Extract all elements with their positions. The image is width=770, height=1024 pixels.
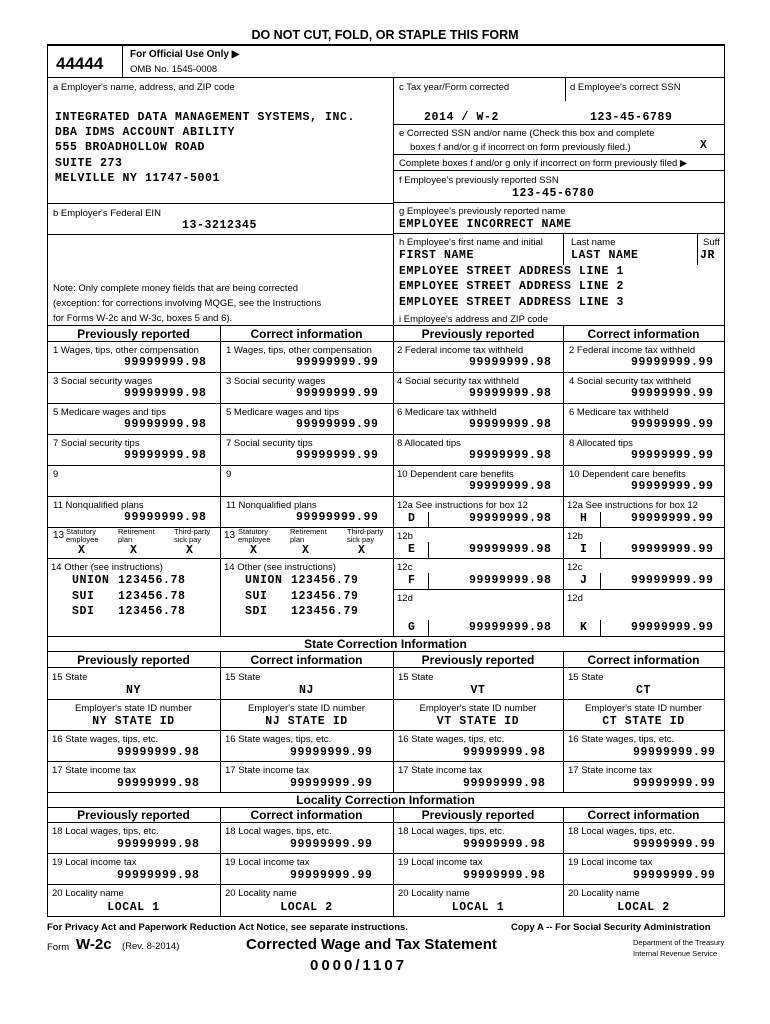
box12a-code-corr: H — [580, 512, 588, 525]
box-row-line-left-4 — [47, 496, 393, 497]
form-word: Form — [47, 942, 70, 953]
locality-head-0: Previously reported — [77, 808, 190, 822]
state-col-div-3 — [563, 651, 564, 792]
state-id-label-1: Employer's state ID number — [248, 703, 365, 714]
box12a-inner-prev — [428, 512, 429, 527]
box-row-line-right-2 — [393, 434, 724, 435]
cd-divider — [565, 77, 566, 101]
box-label-prev-r-4: 10 Dependent care benefits — [397, 469, 514, 480]
box14-label-prev: 14 Other (see instructions) — [51, 562, 163, 573]
box12c-code-prev: F — [408, 574, 416, 587]
box14-prev-amt-1: 123456.78 — [118, 574, 186, 587]
locality-name-value-0: LOCAL 1 — [107, 901, 160, 914]
locality-col-div-2 — [393, 807, 394, 916]
state-tax-label-3: 17 State income tax — [568, 765, 652, 776]
box-label-prev-0: 1 Wages, tips, other compensation — [53, 345, 199, 356]
state-tax-value-2: 99999999.98 — [463, 777, 546, 790]
locality-name-label-1: 20 Locality name — [225, 888, 297, 899]
state-value-2: VT — [470, 684, 486, 697]
state-col-div-1 — [220, 651, 221, 792]
state-wages-label-2: 16 State wages, tips, etc. — [398, 734, 505, 745]
box13-thirdparty-prev: Third-party sick pay — [174, 527, 211, 544]
box-value-corr-2: 99999999.99 — [296, 418, 379, 431]
state-label-2: 15 State — [398, 672, 434, 683]
employee-address-1: EMPLOYEE STREET ADDRESS LINE 1 — [399, 265, 625, 278]
header-bottom-line — [47, 77, 724, 78]
employer-label: a Employer's name, address, and ZIP code — [53, 82, 235, 93]
state-wages-label-3: 16 State wages, tips, etc. — [568, 734, 675, 745]
state-tax-label-0: 17 State income tax — [52, 765, 136, 776]
box12d-label-corr: 12d — [567, 593, 583, 604]
local-wages-value-3: 99999999.99 — [633, 838, 716, 851]
form-right-border — [724, 44, 725, 917]
box14-corr-code-3: SDI — [245, 605, 268, 618]
prev-name-value: EMPLOYEE INCORRECT NAME — [399, 218, 572, 231]
box-label-corr-2: 5 Medicare wages and tips — [226, 407, 340, 418]
box13-retirement-mark-prev[interactable]: X — [130, 544, 138, 557]
box-value-corr-r-3: 99999999.99 — [631, 449, 714, 462]
ein-value: 13-3212345 — [182, 219, 258, 232]
box14-prev-code-3: SDI — [72, 605, 95, 618]
top-title: DO NOT CUT, FOLD, OR STAPLE THIS FORM — [251, 28, 519, 42]
box12d-inner-prev — [428, 620, 429, 636]
employee-address-2: EMPLOYEE STREET ADDRESS LINE 2 — [399, 280, 625, 293]
locality-row-line-2 — [47, 884, 724, 885]
head-prev-2: Previously reported — [421, 327, 535, 341]
ein-bottom-line — [47, 234, 393, 235]
box12a-amt-corr: 99999999.99 — [631, 512, 714, 525]
state-value-0: NY — [125, 684, 141, 697]
box-row-line-left-2 — [47, 434, 393, 435]
state-id-value-3: CT STATE ID — [602, 715, 685, 728]
employer-line-5: MELVILLE NY 11747-5001 — [55, 172, 221, 185]
locality-row-line-0 — [47, 822, 724, 823]
local-tax-value-1: 99999999.99 — [290, 869, 373, 882]
box-row-line-right-0 — [393, 372, 724, 373]
box14-corr-amt-2: 123456.79 — [291, 590, 359, 603]
complete-note: Complete boxes f and/or g only if incorrect on form previously filed ▶ — [399, 158, 688, 169]
box12c-amt-corr: 99999999.99 — [631, 574, 714, 587]
state-wages-value-1: 99999999.99 — [290, 746, 373, 759]
state-wages-label-0: 16 State wages, tips, etc. — [52, 734, 159, 745]
box13-thirdparty-corr: Third-party sick pay — [347, 527, 384, 544]
box12c-label-prev: 12c — [397, 562, 413, 573]
box-label-corr-4: 9 — [226, 469, 232, 480]
locality-title: Locality Correction Information — [296, 793, 475, 807]
box-value-prev-r-3: 99999999.98 — [469, 449, 552, 462]
dept-irs: Internal Revenue Service — [633, 949, 718, 958]
box-row-line-left-3 — [47, 465, 393, 466]
box12a-label-corr: 12a See instructions for box 12 — [567, 500, 698, 511]
privacy-notice: For Privacy Act and Paperwork Reduction Act Notice, see separate instructions. — [47, 922, 408, 933]
box12c-amt-prev: 99999999.98 — [469, 574, 552, 587]
employer-line-3: 555 BROADHOLLOW ROAD — [55, 141, 206, 154]
state-head-1: Correct information — [250, 653, 363, 667]
tax-year-label: c Tax year/Form corrected — [399, 82, 510, 93]
state-title-bottom — [47, 651, 724, 652]
box-value-prev-r-0: 99999999.98 — [469, 356, 552, 369]
locality-col-div-3 — [563, 807, 564, 916]
box-value-corr-0: 99999999.99 — [296, 356, 379, 369]
box-value-corr-1: 99999999.99 — [296, 387, 379, 400]
local-wages-label-1: 18 Local wages, tips, etc. — [225, 826, 332, 837]
state-title: State Correction Information — [304, 637, 467, 651]
state-label-3: 15 State — [568, 672, 604, 683]
box14-label-corr: 14 Other (see instructions) — [224, 562, 336, 573]
note-line-3: for Forms W-2c and W-3c, boxes 5 and 6). — [53, 313, 233, 324]
state-tax-value-1: 99999999.99 — [290, 777, 373, 790]
box13-bottom — [47, 558, 393, 559]
box-label-prev-3: 7 Social security tips — [53, 438, 140, 449]
local-wages-value-2: 99999999.98 — [463, 838, 546, 851]
form-title: Corrected Wage and Tax Statement — [246, 936, 497, 953]
e-checkbox-mark[interactable]: X — [700, 139, 708, 152]
state-id-value-2: VT STATE ID — [436, 715, 520, 728]
locality-name-label-0: 20 Locality name — [52, 888, 124, 899]
locality-row-line-1 — [47, 853, 724, 854]
box-label-corr-r-4: 10 Dependent care benefits — [569, 469, 686, 480]
employer-line-1: INTEGRATED DATA MANAGEMENT SYSTEMS, INC. — [55, 111, 356, 124]
box-value-corr-r-4: 99999999.99 — [631, 480, 714, 493]
state-tax-label-2: 17 State income tax — [398, 765, 482, 776]
state-label-0: 15 State — [52, 672, 88, 683]
form-top-border — [47, 44, 725, 46]
employer-line-4: SUITE 273 — [55, 157, 123, 170]
locality-name-value-2: LOCAL 1 — [451, 901, 505, 914]
box-row-line-left-1 — [47, 403, 393, 404]
box12d-amt-prev: 99999999.98 — [469, 621, 552, 634]
box-row-line-right-4 — [393, 496, 724, 497]
box12a-code-prev: D — [408, 512, 416, 525]
correct-ssn-value: 123-45-6789 — [590, 111, 673, 124]
tax-year-value: 2014 / W-2 — [424, 111, 500, 124]
state-id-label-0: Employer's state ID number — [75, 703, 192, 714]
box-label-prev-4: 9 — [53, 469, 59, 480]
box13-thirdparty-mark-prev[interactable]: X — [186, 544, 194, 557]
local-tax-label-3: 19 Local income tax — [568, 857, 653, 868]
box12c-inner-corr — [600, 573, 601, 589]
box-label-corr-r-2: 6 Medicare tax withheld — [569, 407, 669, 418]
state-tax-value-3: 99999999.99 — [633, 777, 716, 790]
box-value-prev-0: 99999999.98 — [124, 356, 207, 369]
head-prev-1: Previously reported — [77, 327, 190, 341]
box12d-label-prev: 12d — [397, 593, 413, 604]
g-bottom-line — [393, 233, 724, 234]
correct-ssn-label: d Employee's correct SSN — [570, 82, 681, 93]
box14-prev-amt-3: 123456.78 — [118, 605, 186, 618]
locality-head-1: Correct information — [250, 808, 363, 822]
ein-label: b Employer's Federal EIN — [53, 208, 161, 219]
local-wages-value-0: 99999999.98 — [117, 838, 200, 851]
box14-corr-code-2: SUI — [245, 590, 268, 603]
box14-corr-amt-3: 123456.79 — [291, 605, 359, 618]
locality-col-div-1 — [220, 807, 221, 916]
prev-name-label: g Employee's previously reported name — [399, 206, 566, 217]
box-value-corr-5: 99999999.99 — [296, 511, 379, 524]
state-head-0: Previously reported — [77, 653, 190, 667]
box12b-inner-corr — [600, 542, 601, 558]
form-revision: (Rev. 8-2014) — [122, 941, 180, 952]
box14-corr-code-1: UNION — [245, 574, 283, 587]
box12a-label-prev: 12a See instructions for box 12 — [397, 500, 528, 511]
state-value-1: NJ — [298, 684, 314, 697]
official-use-label: For Official Use Only ▶ — [130, 49, 240, 60]
state-head-2: Previously reported — [421, 653, 535, 667]
local-tax-value-2: 99999999.98 — [463, 869, 546, 882]
state-head-3: Correct information — [587, 653, 700, 667]
box12a-bottom — [393, 527, 724, 528]
box14-corr-amt-1: 123456.79 — [291, 574, 359, 587]
box12c-label-corr: 12c — [567, 562, 583, 573]
box12b-amt-corr: 99999999.99 — [631, 543, 714, 556]
state-id-value-0: NY STATE ID — [92, 715, 175, 728]
box-value-prev-r-1: 99999999.98 — [469, 387, 552, 400]
note-line-1: Note: Only complete money fields that are being corrected — [53, 283, 299, 294]
box12b-code-corr: I — [580, 543, 588, 556]
money-head-bottom — [47, 341, 724, 342]
box14-prev-amt-2: 123456.78 — [118, 590, 186, 603]
state-col-div-2 — [393, 651, 394, 792]
box-row-line-left-0 — [47, 372, 393, 373]
box-label-prev-1: 3 Social security wages — [53, 376, 153, 387]
form-bottom-line — [47, 916, 725, 917]
employer-bottom-line — [47, 203, 393, 204]
state-label-1: 15 State — [225, 672, 261, 683]
box-label-corr-r-1: 4 Social security tax withheld — [569, 376, 691, 387]
local-tax-value-0: 99999999.98 — [117, 869, 200, 882]
box-label-corr-r-0: 2 Federal income tax withheld — [569, 345, 696, 356]
box-value-prev-3: 99999999.98 — [124, 449, 207, 462]
form-code-divider — [122, 44, 123, 77]
box-value-prev-r-2: 99999999.98 — [469, 418, 552, 431]
head-corr-2: Correct information — [587, 327, 700, 341]
box12a-amt-prev: 99999999.98 — [469, 512, 552, 525]
box-value-prev-5: 99999999.98 — [124, 511, 207, 524]
money-top-line — [47, 325, 724, 326]
box-value-prev-1: 99999999.98 — [124, 387, 207, 400]
state-tax-value-0: 99999999.98 — [117, 777, 200, 790]
state-wages-label-1: 16 State wages, tips, etc. — [225, 734, 332, 745]
box13-statutory-mark-corr[interactable]: X — [250, 544, 258, 557]
box-value-corr-r-1: 99999999.99 — [631, 387, 714, 400]
state-id-label-3: Employer's state ID number — [585, 703, 702, 714]
box13-statutory-mark-prev[interactable]: X — [78, 544, 86, 557]
box-label-prev-r-2: 6 Medicare tax withheld — [397, 407, 497, 418]
state-wages-value-3: 99999999.99 — [633, 746, 716, 759]
box-label-corr-r-3: 8 Allocated tips — [569, 438, 633, 449]
f-bottom-line — [393, 202, 724, 203]
form-name: W-2c — [76, 936, 112, 953]
state-id-value-1: NJ STATE ID — [265, 715, 348, 728]
form-left-border — [47, 44, 48, 917]
local-wages-label-0: 18 Local wages, tips, etc. — [52, 826, 159, 837]
box-label-prev-2: 5 Medicare wages and tips — [53, 407, 167, 418]
state-id-label-2: Employer's state ID number — [419, 703, 537, 714]
box12d-amt-corr: 99999999.99 — [631, 621, 714, 634]
prev-ssn-label: f Employee's previously reported SSN — [399, 175, 559, 186]
locality-name-value-1: LOCAL 2 — [280, 901, 333, 914]
local-wages-value-1: 99999999.99 — [290, 838, 373, 851]
box12b-inner-prev — [428, 542, 429, 558]
box-row-line-right-3 — [393, 465, 724, 466]
box13-statutory-prev: Statutory employee — [66, 527, 99, 544]
h-divider-1 — [563, 233, 564, 265]
box14-prev-code-1: UNION — [72, 574, 110, 587]
prev-ssn-value: 123-45-6780 — [512, 187, 595, 200]
note-line-2: (exception: for corrections involving MQGE, see the Instructions — [53, 298, 322, 309]
dept-treasury: Department of the Treasury — [633, 938, 725, 947]
state-row-line-0 — [47, 667, 724, 668]
box12b-code-prev: E — [408, 543, 416, 556]
h-divider-2 — [697, 233, 698, 265]
box14-prev-code-2: SUI — [72, 590, 95, 603]
local-wages-label-2: 18 Local wages, tips, etc. — [398, 826, 505, 837]
state-row-line-2 — [47, 730, 724, 731]
e-label-2: boxes f and/or g if incorrect on form previously filed.) — [410, 142, 631, 153]
box-label-prev-r-3: 8 Allocated tips — [397, 438, 461, 449]
state-value-3: CT — [635, 684, 651, 697]
box13-retirement-prev: Retirement plan — [118, 527, 155, 544]
first-name-label: h Employee's first name and initial — [399, 237, 543, 248]
employee-address-3: EMPLOYEE STREET ADDRESS LINE 3 — [399, 296, 625, 309]
box12c-inner-prev — [428, 573, 429, 589]
suffix-label: Suff — [703, 237, 720, 248]
box12d-code-prev: G — [408, 621, 416, 634]
box-label-corr-1: 3 Social security wages — [226, 376, 326, 387]
box-value-corr-3: 99999999.99 — [296, 449, 379, 462]
last-name-value: LAST NAME — [571, 249, 639, 262]
omb-number: OMB No. 1545-0008 — [130, 64, 218, 75]
local-tax-label-0: 19 Local income tax — [52, 857, 137, 868]
complete-note-bottom-line — [393, 170, 724, 171]
state-wages-value-2: 99999999.98 — [463, 746, 546, 759]
box-value-prev-r-4: 99999999.98 — [469, 480, 552, 493]
box13-statutory-corr: Statutory employee — [238, 527, 271, 544]
local-tax-value-3: 99999999.99 — [633, 869, 716, 882]
box12c-bottom — [393, 589, 724, 590]
state-tax-label-1: 17 State income tax — [225, 765, 309, 776]
cd-bottom-line — [393, 124, 724, 125]
locality-name-value-3: LOCAL 2 — [617, 901, 670, 914]
box-value-corr-r-2: 99999999.99 — [631, 418, 714, 431]
box-label-prev-5: 11 Nonqualified plans — [53, 500, 144, 511]
box12b-label-corr: 12b — [567, 531, 583, 542]
state-row-line-1 — [47, 699, 724, 700]
locality-head-3: Correct information — [587, 808, 700, 822]
state-wages-value-0: 99999999.98 — [117, 746, 200, 759]
local-tax-label-1: 19 Local income tax — [225, 857, 310, 868]
box13-num-prev: 13 — [53, 530, 65, 541]
local-wages-label-3: 18 Local wages, tips, etc. — [568, 826, 675, 837]
suffix-value: JR — [700, 249, 716, 262]
box-label-corr-0: 1 Wages, tips, other compensation — [226, 345, 372, 356]
box-value-prev-2: 99999999.98 — [124, 418, 207, 431]
box12c-code-corr: J — [580, 574, 588, 587]
box12a-inner-corr — [600, 512, 601, 527]
box13-thirdparty-mark-corr[interactable]: X — [358, 544, 366, 557]
e-label-1: e Corrected SSN and/or name (Check this box and complete — [399, 128, 655, 139]
form-code: 44444 — [56, 54, 104, 73]
box13-retirement-corr: Retirement plan — [290, 527, 327, 544]
box-label-corr-3: 7 Social security tips — [226, 438, 313, 449]
box-label-prev-r-1: 4 Social security tax withheld — [397, 376, 519, 387]
form-code-bottom: 0000/1107 — [310, 957, 408, 974]
last-name-label: Last name — [571, 237, 616, 248]
box12d-inner-corr — [600, 620, 601, 636]
box13-num-corr: 13 — [224, 530, 236, 541]
box12b-bottom — [393, 558, 724, 559]
employee-address-label: i Employee's address and ZIP code — [399, 314, 548, 325]
box-row-line-right-1 — [393, 403, 724, 404]
locality-name-label-2: 20 Locality name — [398, 888, 470, 899]
box-value-corr-r-0: 99999999.99 — [631, 356, 714, 369]
box-label-corr-5: 11 Nonqualified plans — [226, 500, 317, 511]
state-row-line-3 — [47, 761, 724, 762]
employer-line-2: DBA IDMS ACCOUNT ABILITY — [55, 126, 236, 139]
box12b-label-prev: 12b — [397, 531, 413, 542]
box-row-line-left-5 — [47, 527, 393, 528]
local-tax-label-2: 19 Local income tax — [398, 857, 483, 868]
e-bottom-line — [393, 154, 724, 155]
box12d-code-corr: K — [580, 621, 588, 634]
locality-name-label-3: 20 Locality name — [568, 888, 640, 899]
copy-a-label: Copy A -- For Social Security Administration — [511, 922, 711, 933]
box12b-amt-prev: 99999999.98 — [469, 543, 552, 556]
head-corr-1: Correct information — [250, 327, 363, 341]
box-label-prev-r-0: 2 Federal income tax withheld — [397, 345, 524, 356]
box13-retirement-mark-corr[interactable]: X — [302, 544, 310, 557]
locality-head-2: Previously reported — [421, 808, 535, 822]
first-name-value: FIRST NAME — [399, 249, 475, 262]
